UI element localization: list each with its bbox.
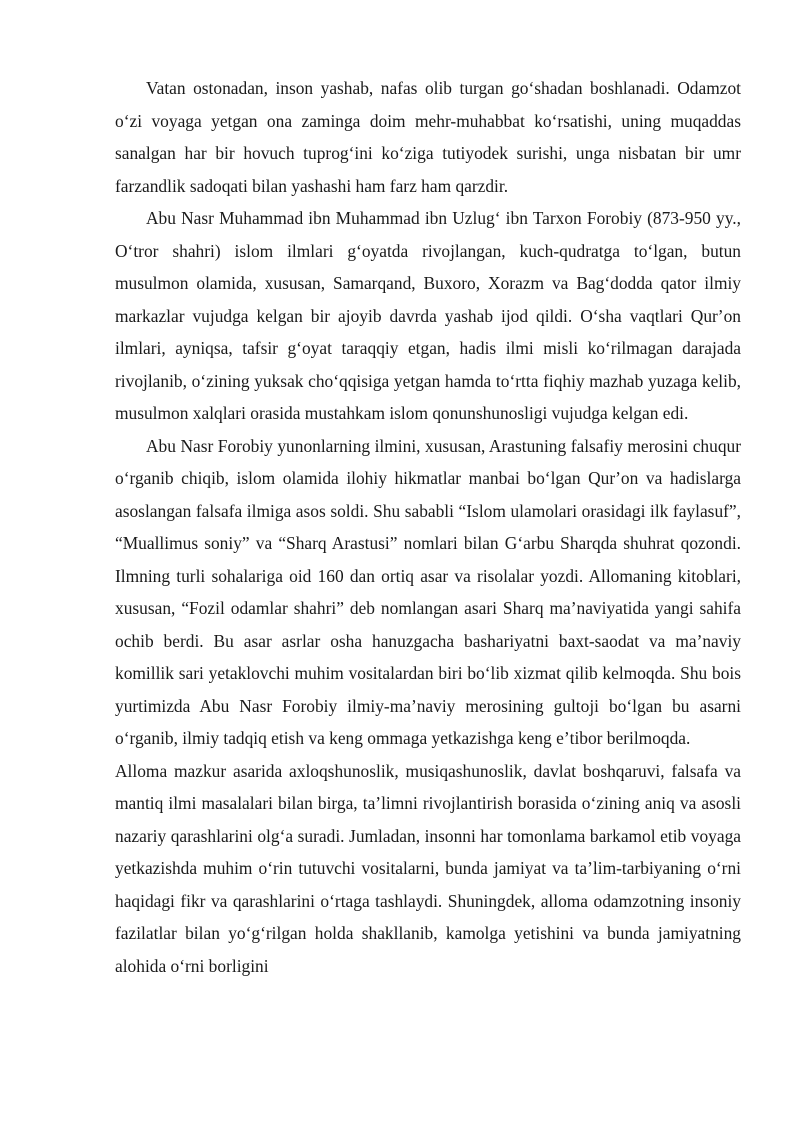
paragraph-forobiy-philosophy: Abu Nasr Forobiy yunonlarning ilmini, xususan, Arastuning falsafiy merosini chuqur oʻrganib chiqib, islom olamida ilohiy hikmatlar manbai boʻlgan Qurʼon va hadislarga asoslangan falsafa ilmiga asos soldi. Shu sababli “Islom ulamolari orasidagi ilk faylasuf”, “Muallimus soniy” va “Sharq Arastusi” nomlari bilan Gʻarbu Sharqda shuhrat qozondi. Ilmning turli sohalariga oid 160 dan ortiq asar va risolalar yozdi. Allomaning kitoblari, xususan, “Fozil odamlar shahri” deb nomlangan asari Sharq maʼnaviyatida yangi sahifa ochib berdi. Bu asar asrlar osha hanuzgacha bashariyatni baxt-saodat va maʼnaviy komillik sari yetaklovchi muhim vositalardan biri boʻlib xizmat qilib kelmoqda. Shu bois yurtimizda Abu Nasr Forobiy ilmiy-maʼnaviy merosining gultoji boʻlgan bu asarni oʻrganib, ilmiy tadqiq etish va keng ommaga yetkazishga keng eʼtibor berilmoqda. — [115, 435, 741, 748]
document-page — [115, 72, 741, 982]
paragraph-alloma-views: Alloma mazkur asarida axloqshunoslik, musiqashunoslik, davlat boshqaruvi, falsafa va mantiq ilmi masalalari bilan birga, taʼlimni rivojlantirish borasida oʻzining aniq va asosli nazariy qarashlarini olgʻa suradi. Jumladan, insonni har tomonlama barkamol etib voyaga yetkazishda muhim oʻrin tutuvchi vositalarni, bunda jamiyat va taʼlim-tarbiyaning oʻrni haqidagi fikr va qarashlarini oʻrtaga tashlaydi. Shuningdek, alloma odamzotning insoniy fazilatlar bilan yoʻgʻrilgan holda shakllanib, kamolga yetishini va bunda jamiyatning alohida oʻrni borligini — [115, 760, 741, 976]
paragraph-forobiy-biography: Abu Nasr Muhammad ibn Muhammad ibn Uzlugʻ ibn Tarxon Forobiy (873-950 yy., Oʻtror shahri) islom ilmlari gʻoyatda rivojlangan, kuch-qudratga toʻlgan, butun musulmon olamida, xususan, Samarqand, Buxoro, Xorazm va Bagʻdodda qator ilmiy markazlar vujudga kelgan bir ajoyib davrda yashab ijod qildi. Oʻsha vaqtlari Qurʼon ilmlari, ayniqsa, tafsir gʻoyat taraqqiy etgan, hadis ilmi misli koʻrilmagan darajada rivojlanib, oʻzining yuksak choʻqqisiga yetgan hamda toʻrtta fiqhiy mazhab yuzaga kelib, musulmon xalqlari orasida mustahkam islom qonunshunosligi vujudga kelgan edi. — [115, 208, 741, 423]
paragraph-vatan: Vatan ostonadan, inson yashab, nafas olib turgan goʻshadan boshlanadi. Odamzot oʻzi voyaga yetgan ona zaminga doim mehr-muhabbat koʻrsatishi, uning muqaddas sanalgan har bir hovuch tuprogʻini koʻziga tutiyodek surishi, unga nisbatan bir umr farzandlik sadoqati bilan yashashi ham farz ham qarzdir. — [115, 78, 741, 196]
